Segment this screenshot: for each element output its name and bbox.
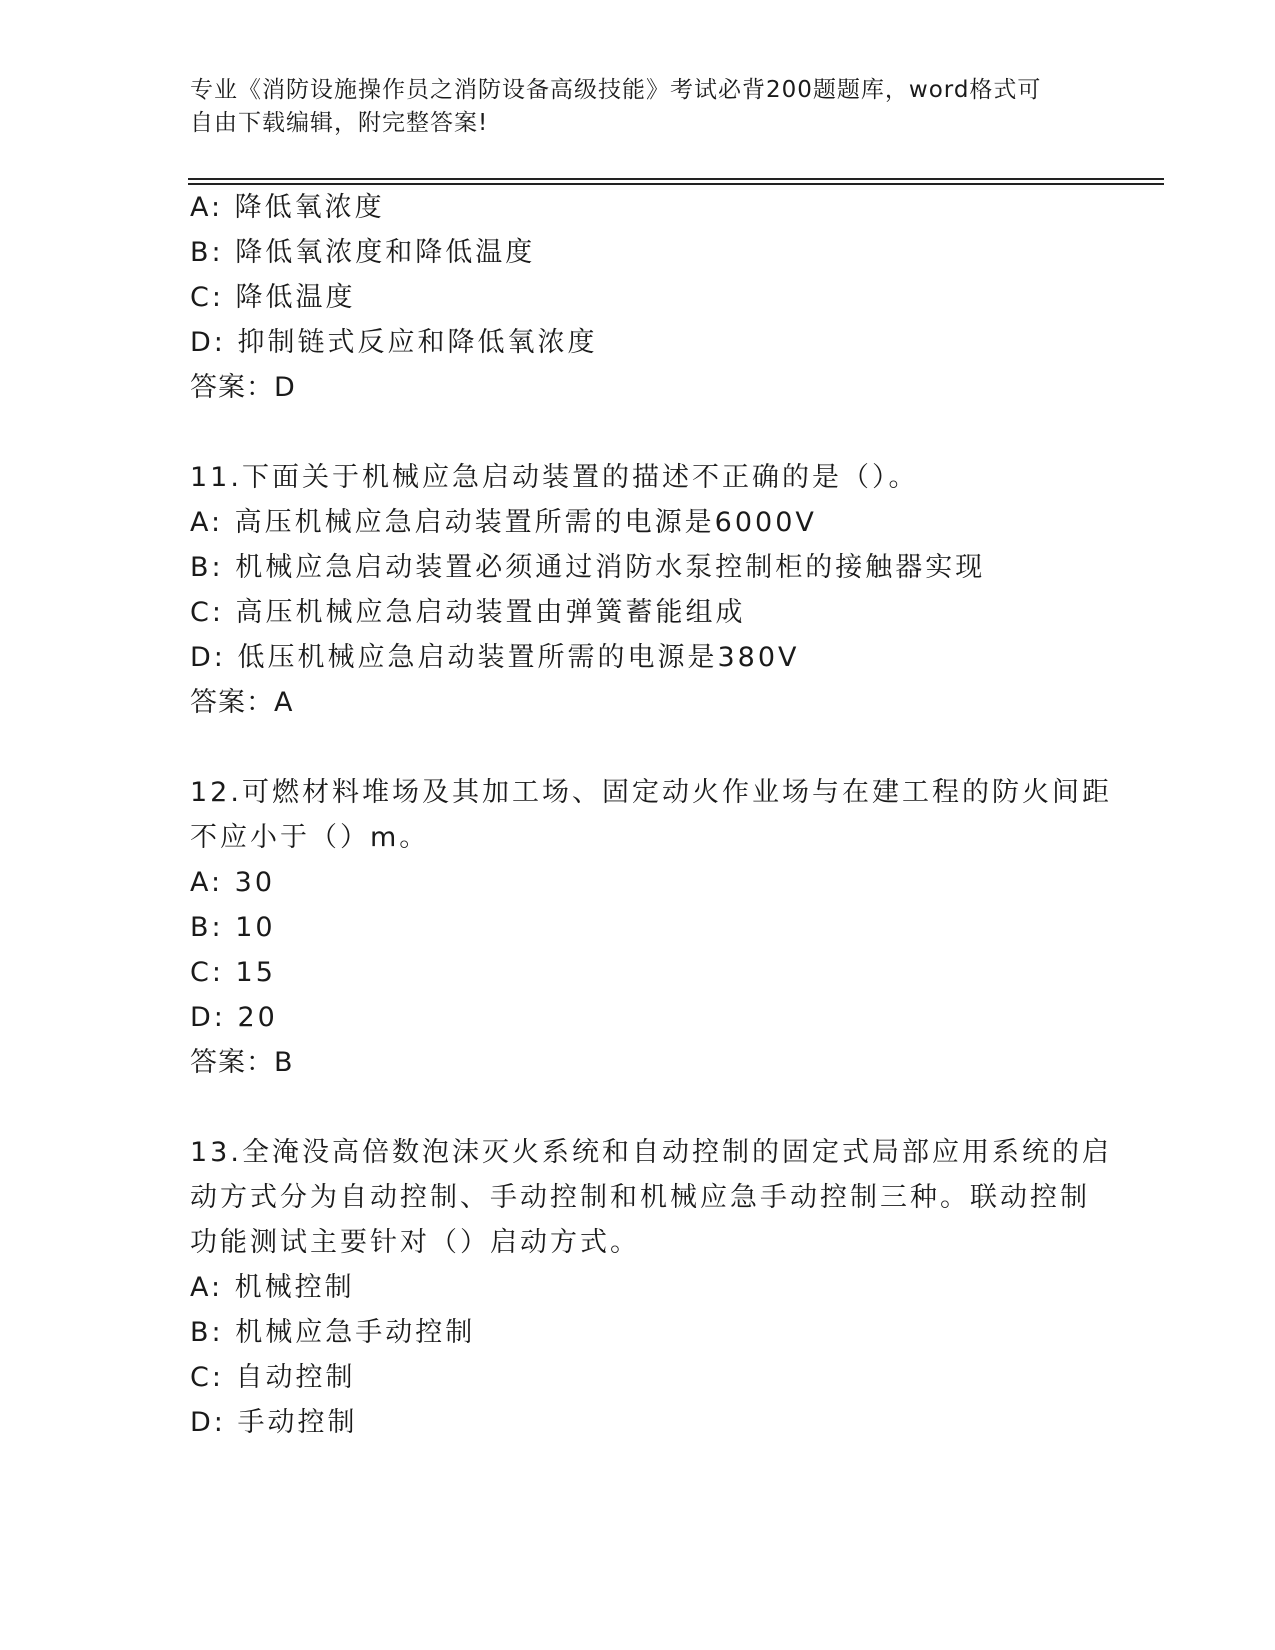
q12-question-line-2: 不应小于（）m。 (190, 822, 430, 853)
q12-option-a: A: 30 (190, 867, 276, 898)
q12-option-c: C: 15 (190, 957, 276, 988)
q13-question-line-3: 功能测试主要针对（）启动方式。 (190, 1227, 640, 1258)
q11-option-a: A: 高压机械应急启动装置所需的电源是6000V (190, 507, 817, 538)
q11-question: 11.下面关于机械应急启动装置的描述不正确的是（）。 (190, 462, 919, 493)
q10-option-d: D: 抑制链式反应和降低氧浓度 (190, 327, 598, 358)
q12-question-line-1: 12.可燃材料堆场及其加工场、固定动火作业场与在建工程的防火间距 (190, 777, 1112, 808)
q13-question-line-1: 13.全淹没高倍数泡沫灭火系统和自动控制的固定式局部应用系统的启 (190, 1137, 1112, 1168)
document-header-line-2: 自由下载编辑，附完整答案! (190, 110, 489, 136)
q10-option-b: B: 降低氧浓度和降低温度 (190, 237, 536, 268)
q10-option-c: C: 降低温度 (190, 282, 356, 313)
q13-question-line-2: 动方式分为自动控制、手动控制和机械应急手动控制三种。联动控制 (190, 1182, 1090, 1213)
q12-answer: 答案：B (190, 1047, 294, 1078)
q11-option-c: C: 高压机械应急启动装置由弹簧蓄能组成 (190, 597, 746, 628)
q12-option-b: B: 10 (190, 912, 276, 943)
q11-option-d: D: 低压机械应急启动装置所需的电源是380V (190, 642, 800, 673)
q10-answer: 答案：D (190, 372, 296, 403)
q12-option-d: D: 20 (190, 1002, 278, 1033)
header-divider-bottom (188, 183, 1164, 185)
q10-option-a: A: 降低氧浓度 (190, 192, 385, 223)
q13-option-a: A: 机械控制 (190, 1272, 355, 1303)
q11-option-b: B: 机械应急启动装置必须通过消防水泵控制柜的接触器实现 (190, 552, 986, 583)
q13-option-d: D: 手动控制 (190, 1407, 358, 1438)
q13-option-c: C: 自动控制 (190, 1362, 356, 1393)
q13-option-b: B: 机械应急手动控制 (190, 1317, 476, 1348)
header-divider-top (188, 178, 1164, 180)
q11-answer: 答案：A (190, 687, 294, 718)
document-header-line-1: 专业《消防设施操作员之消防设备高级技能》考试必背200题题库，word格式可 (190, 77, 1042, 103)
